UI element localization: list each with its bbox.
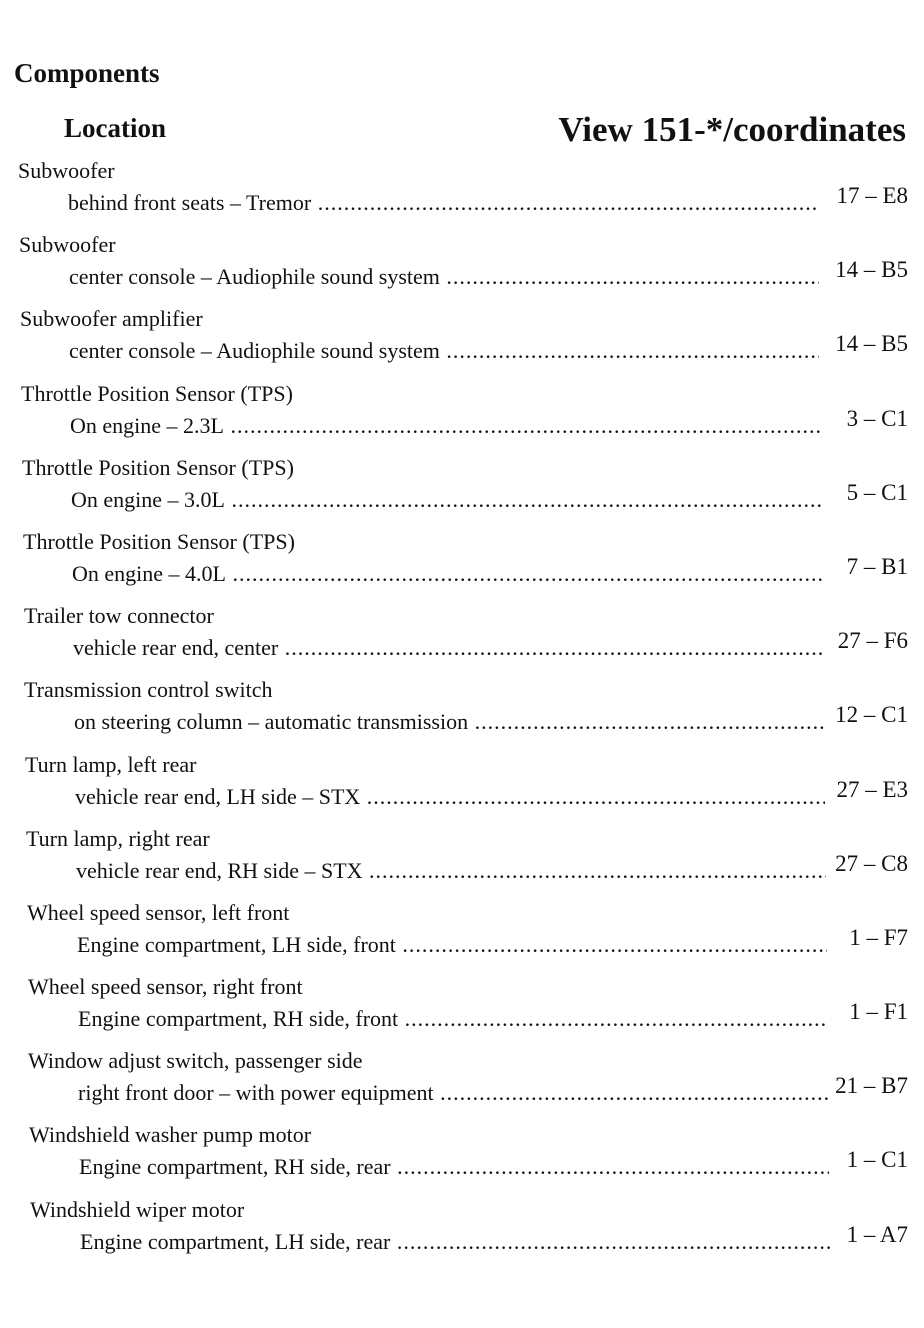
component-location: Engine compartment, RH side, front .....: [78, 1006, 828, 1032]
view-coordinate: 27 – F6: [837, 628, 908, 654]
list-item: [18, 1122, 908, 1196]
view-coordinate: 14 – B5: [835, 257, 908, 283]
component-name: Windshield washer pump motor: [29, 1122, 312, 1148]
component-list: [18, 158, 908, 1271]
component-name: Throttle Position Sensor (TPS): [21, 380, 293, 406]
list-item: [18, 677, 908, 751]
component-location: On engine – 3.0L .....: [71, 487, 821, 513]
list-item: [18, 381, 908, 455]
component-name: Subwoofer amplifier: [20, 306, 203, 332]
view-coordinate: 12 – C1: [835, 702, 908, 728]
component-location: Engine compartment, LH side, rear .....: [80, 1229, 830, 1255]
component-name: Throttle Position Sensor (TPS): [22, 454, 294, 480]
list-item: [18, 974, 908, 1048]
component-name: Windshield wiper motor: [30, 1196, 245, 1222]
component-location: on steering column – automatic transmission .....: [74, 709, 824, 735]
view-coordinate: 21 – B7: [835, 1073, 908, 1099]
location-column-header: Location: [64, 113, 167, 143]
component-location: Engine compartment, LH side, front .....: [77, 932, 827, 958]
view-coordinate: 1 – A7: [846, 1221, 908, 1247]
list-item: [18, 158, 908, 232]
component-location: vehicle rear end, center .....: [73, 635, 823, 661]
component-location: right front door – with power equipment .....: [78, 1080, 828, 1106]
component-name: Subwoofer: [19, 232, 116, 258]
view-coordinate: 17 – E8: [836, 183, 908, 208]
view-coordinate: 7 – B1: [846, 553, 908, 579]
component-location: behind front seats – Tremor .....: [68, 190, 818, 216]
component-name: Wheel speed sensor, left front: [27, 899, 290, 925]
component-location: On engine – 4.0L .....: [72, 561, 822, 587]
list-item: [18, 455, 908, 529]
component-name: Wheel speed sensor, right front: [28, 974, 303, 1000]
view-coordinate: 3 – C1: [846, 405, 908, 431]
list-item: [18, 306, 908, 380]
component-location: Engine compartment, RH side, rear .....: [79, 1154, 829, 1180]
component-name: Turn lamp, right rear: [26, 825, 210, 851]
list-item: [18, 900, 908, 974]
view-coordinate: 1 – F7: [849, 924, 908, 950]
component-location: vehicle rear end, LH side – STX .....: [75, 784, 825, 810]
view-coordinate: 5 – C1: [846, 479, 908, 505]
list-item: [18, 826, 908, 900]
component-name: Window adjust switch, passenger side: [28, 1048, 363, 1074]
view-coordinate: 1 – C1: [846, 1147, 908, 1173]
component-name: Subwoofer: [18, 158, 115, 183]
list-item: [18, 752, 908, 826]
component-name: Trailer tow connector: [24, 603, 214, 629]
component-location: center console – Audiophile sound system .....: [69, 264, 819, 290]
component-location: vehicle rear end, RH side – STX .....: [76, 858, 826, 884]
view-coordinates-column-header: View 151-*/coordinates: [558, 110, 906, 149]
view-coordinate: 1 – F1: [849, 999, 908, 1025]
component-name: Transmission control switch: [24, 677, 273, 703]
view-coordinate: 27 – E3: [836, 776, 908, 802]
view-coordinate: 14 – B5: [835, 331, 908, 357]
list-item: [18, 603, 908, 677]
list-item: [18, 232, 908, 306]
list-item: [18, 1197, 908, 1271]
page-title: Components: [14, 58, 160, 88]
component-name: Turn lamp, left rear: [25, 751, 197, 777]
component-location: On engine – 2.3L .....: [70, 413, 820, 439]
view-coordinate: 27 – C8: [835, 850, 908, 876]
list-item: [18, 1048, 908, 1122]
component-location: center console – Audiophile sound system .....: [69, 338, 819, 364]
list-item: [18, 529, 908, 603]
component-name: Throttle Position Sensor (TPS): [23, 528, 295, 554]
